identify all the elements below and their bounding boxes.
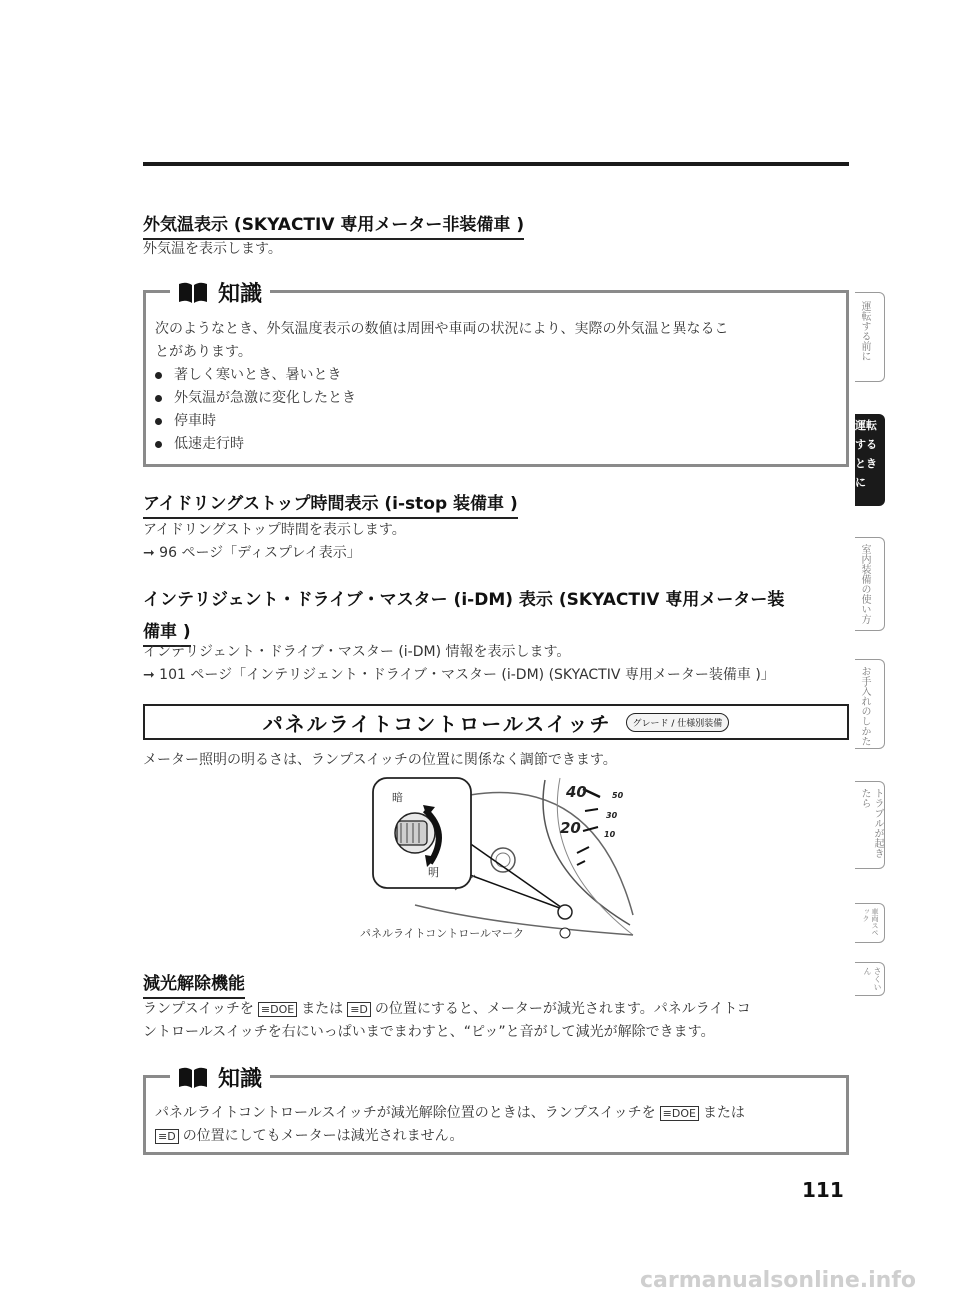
sidebar-tab-trouble[interactable]: トラブルが起きたら — [855, 781, 885, 869]
header-rule — [143, 162, 849, 166]
idm-text: インテリジェント・ドライブ・マスター (i-DM) 情報を表示します。 — [143, 644, 571, 660]
panel-light-body: メーター照明の明るさは、ランプスイッチの位置に関係なく調節できます。 — [143, 752, 617, 768]
gauge-label-10: 10 — [604, 830, 616, 839]
section-idm — [143, 585, 784, 647]
book-icon — [178, 1066, 208, 1090]
sidebar-tab-index[interactable]: さくいん — [855, 962, 885, 996]
page-number: 111 — [802, 1178, 844, 1202]
outside-temp-body: 外気温を表示します。 — [143, 241, 282, 257]
knowledge2-line2: ≡D の位置にしてもメーターは減光されません。 — [155, 1125, 745, 1148]
knowledge-title-2 — [170, 1062, 270, 1093]
headlight-icon: ≡D — [155, 1129, 179, 1144]
section-idle-stop — [143, 489, 518, 519]
sidebar-tab-specs[interactable]: 車両スペック — [855, 903, 885, 943]
knowledge-label: 知識 — [218, 282, 263, 307]
bullet-dot — [155, 372, 162, 379]
heading-idm-line2: 備車 ) — [143, 617, 191, 647]
knowledge1-line1: 次のようなとき、外気温度表示の数値は周囲や車両の状況により、実際の外気温と異なるこ — [155, 321, 729, 337]
knowledge1-bullet: 停車時 — [155, 410, 728, 433]
sidebar-tab-interior[interactable]: 室内装備の使い方 — [855, 537, 885, 631]
knowledge2-line1: パネルライトコントロールスイッチが減光解除位置のときは、ランプスイッチを ≡DOE または — [155, 1105, 745, 1121]
dimmer-cancel-line1: ランプスイッチを ≡DOE または ≡D の位置にすると、メーターが減光されます。パネルライトコ — [143, 1001, 751, 1017]
knowledge2-text — [155, 1102, 745, 1148]
gauge-label-40: 40 — [566, 783, 587, 801]
knowledge-title-1 — [170, 277, 270, 308]
knowledge1-bullet: 低速走行時 — [155, 433, 728, 456]
gauge-label-50: 50 — [612, 791, 624, 800]
knowledge1-text — [155, 318, 728, 456]
watermark: carmanualsonline.info — [640, 1268, 916, 1293]
panel-light-title: パネルライトコントロールスイッチ — [262, 711, 612, 736]
idm-ref-link[interactable]: ➞ 101 ページ「インテリジェント・ドライブ・マスター (i-DM) (SKYACTIV 専用メーター装備車 )」 — [143, 667, 775, 683]
knowledge1-line2: とがあります。 — [155, 344, 252, 360]
knowledge-label: 知識 — [218, 1067, 263, 1092]
lamp-switch-icon: ≡DOE — [258, 1002, 297, 1017]
heading-outside-temp: 外気温表示 (SKYACTIV 専用メーター非装備車 ) — [143, 210, 524, 240]
bullet-dot — [155, 441, 162, 448]
section-dimmer-cancel — [143, 969, 245, 999]
heading-dimmer-cancel: 減光解除機能 — [143, 969, 245, 999]
label-bright: 明 — [428, 866, 439, 879]
knowledge1-bullet: 著しく寒いとき、暑いとき — [155, 364, 728, 387]
section-outside-temp — [143, 210, 524, 240]
sidebar-tab-before-driving[interactable]: 運転する前に — [855, 292, 885, 382]
sidebar-tab-driving[interactable]: 運転するときに — [855, 414, 885, 506]
lamp-switch-icon: ≡DOE — [660, 1106, 699, 1121]
knowledge1-bullet: 外気温が急激に変化したとき — [155, 387, 728, 410]
idm-body — [143, 641, 775, 687]
heading-idm-line1: インテリジェント・ドライブ・マスター (i-DM) 表示 (SKYACTIV 専用メーター装 — [143, 590, 785, 610]
dimmer-cancel-body — [143, 998, 751, 1044]
heading-idle-stop: アイドリングストップ時間表示 (i-stop 装備車 ) — [143, 489, 518, 519]
sidebar-tab-maintenance[interactable]: お手入れのしかた — [855, 659, 885, 749]
dimmer-cancel-line2: ントロールスイッチを右にいっぱいまでまわすと、“ピッ”と音がして減光が解除できます。 — [143, 1024, 715, 1040]
book-icon — [178, 281, 208, 305]
marker-label: パネルライトコントロールマーク — [360, 927, 525, 940]
headlight-icon: ≡D — [347, 1002, 371, 1017]
panel-light-section-header — [143, 704, 849, 740]
gauge-label-30: 30 — [606, 811, 618, 820]
idle-stop-ref-link[interactable]: ➞ 96 ページ「ディスプレイ表示」 — [143, 545, 361, 561]
gauge-label-20: 20 — [560, 819, 581, 837]
idle-stop-body — [143, 519, 406, 565]
bullet-dot — [155, 418, 162, 425]
idle-stop-text: アイドリングストップ時間を表示します。 — [143, 522, 406, 538]
grade-badge: グレード / 仕様別装備 — [626, 713, 730, 732]
label-dark: 暗 — [392, 791, 403, 804]
bullet-dot — [155, 395, 162, 402]
